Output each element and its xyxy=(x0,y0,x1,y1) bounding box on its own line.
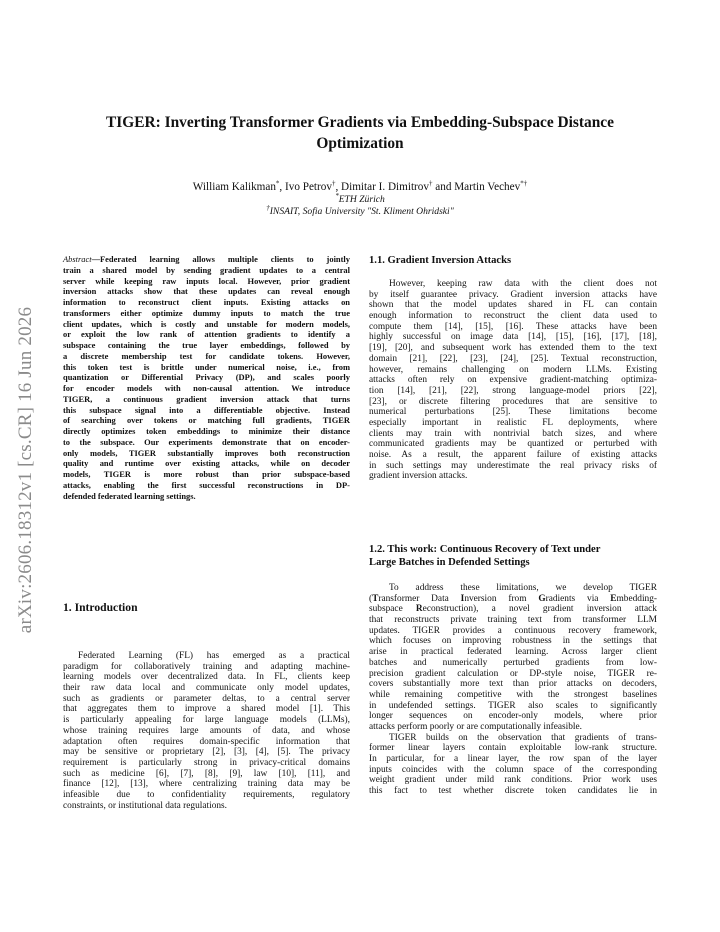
body-line: numerical perturbations [25]. These limitations become xyxy=(369,407,657,418)
body-line: precision gradient calculation or DP-style noise, TIGER re- xyxy=(369,668,657,679)
body-line: while remaining competitive with the strongest baselines xyxy=(369,689,657,700)
abstract-label: Abstract xyxy=(63,254,92,264)
title-line: TIGER: Inverting Transformer Gradients via Embedding-Subspace Distance xyxy=(106,114,614,131)
abstract xyxy=(63,254,350,501)
affiliation-mark: † xyxy=(523,179,528,188)
body-line: batches and numerically perturbed gradients from low- xyxy=(369,657,657,668)
body-line: especially important in realistic FL deployments, where xyxy=(369,417,657,428)
body-line: compute them [14], [15], [16]. These attacks have been xyxy=(369,321,657,332)
body-line: is particularly appealing for large language models (LLMs), xyxy=(63,715,350,726)
arxiv-identifier xyxy=(4,255,48,685)
body-line: To address these limitations, we develop TIGER xyxy=(389,583,657,593)
body-line: noise. As a result, the apparent failure of existing attacks xyxy=(369,450,657,460)
body-line: in such settings may underestimate the real privacy risks of xyxy=(369,460,657,471)
abstract-line: information to reconstruct client inputs. Existing attacks on xyxy=(63,297,350,307)
body-line: subspace Reconstruction), a novel gradient inversion attack xyxy=(369,604,657,615)
affiliation-mark: † xyxy=(266,203,270,212)
body-line: longer sequences on encoder-only models, where prior xyxy=(369,711,657,722)
body-line: this fact to test whether discrete token candidates lie in xyxy=(369,786,657,797)
abstract-line: train a shared model by sending gradient updates to a central xyxy=(63,264,350,275)
abstract-line: models, TIGER is more robust than prior subspace-based xyxy=(63,469,350,479)
body-line: communicated gradients may be quantized or perturbed with xyxy=(369,439,657,450)
abstract-line: this subspace signal into a differentiable objective. Instead xyxy=(63,404,350,415)
abstract-line: or exploit the low rank of attention gradients to identify a xyxy=(63,329,350,340)
title-line: Optimization xyxy=(316,135,404,152)
affiliation-mark: * xyxy=(275,179,280,188)
intro-paragraph xyxy=(63,651,350,811)
abstract-line: quality and runtime over existing attacks, while on decoder xyxy=(63,458,350,469)
body-line: attacks perform poorly or are computationally infeasible. xyxy=(369,721,583,732)
abstract-line: TIGER, a continuous gradient inversion attack that turns xyxy=(63,393,350,404)
body-line: In particular, for a linear layer, the row span of the layer xyxy=(369,754,657,764)
abstract-line: only models, TIGER substantially improves both reconstruction xyxy=(63,447,350,458)
author-name: Martin Vechev xyxy=(454,181,521,193)
subsection-heading-text: 1.2. This work: Continuous Recovery of Text under xyxy=(369,544,601,555)
abstract-line: to the subspace. Our experiments demonstrate that on encoder- xyxy=(63,436,350,447)
this-work-paragraph xyxy=(369,583,657,797)
body-line: learning models over decentralized data. In FL, clients keep xyxy=(63,672,350,683)
body-line: that aggregates them to improve a shared model [1]. This xyxy=(63,704,350,715)
arxiv-identifier-text: arXiv:2606.18312v1 [cs.CR] 16 Jun 2026 xyxy=(15,306,36,634)
abstract-line: quantization or Differential Privacy (DP), and scales poorly xyxy=(63,372,350,383)
author-name: William Kalikman xyxy=(192,181,276,193)
abstract-line: transformers either optimize dummy inputs to match the true xyxy=(63,307,350,318)
subsection-heading-text: 1.1. Gradient Inversion Attacks xyxy=(369,255,512,266)
affiliation xyxy=(80,203,640,218)
affiliation-mark: † xyxy=(331,179,336,188)
affiliation-name: INSAIT, Sofia University "St. Kliment Ohridski" xyxy=(269,206,454,217)
body-line: adaptation often requires domain-specific information that xyxy=(63,736,350,747)
affiliation-name: ETH Zürich xyxy=(338,194,385,205)
separator: and xyxy=(432,181,455,193)
body-line: shown that the model updates shared in FL can contain xyxy=(369,300,657,311)
section-heading-introduction: 1. Introduction xyxy=(63,601,138,614)
abstract-line: this token test is brittle under numerical noise, i.e., from xyxy=(63,361,350,372)
body-line: however, remains challenging on modern LLMs. Existing xyxy=(369,364,657,375)
body-line: (Transformer Data Inversion from Gradients via Embedding- xyxy=(369,593,657,604)
body-line: Federated Learning (FL) has emerged as a practical xyxy=(78,651,350,661)
body-line: [23], or discrete filtering procedures that are sensitive to xyxy=(369,396,657,407)
body-line: TIGER builds on the observation that gradients of trans- xyxy=(389,732,657,743)
gradient-inversion-paragraph xyxy=(369,279,657,482)
affiliation xyxy=(80,191,640,206)
body-line: former linear layers contain exploitable low-rank structure. xyxy=(369,743,657,754)
affiliation-mark: * xyxy=(520,179,524,188)
body-line: in undefended settings. TIGER also scales to significantly xyxy=(369,700,657,711)
abstract-line: Abstract—Federated learning allows multiple clients to jointly xyxy=(63,254,350,264)
author-name: Ivo Petrov xyxy=(285,181,332,193)
body-line: [19], [20], and subsequent work has extended them to the text xyxy=(369,343,657,354)
body-line: weight gradient under mild rank conditions. Prior work uses xyxy=(369,775,657,786)
body-line: requirement is particularly strong in privacy-critical domains xyxy=(63,757,350,768)
abstract-line: a discrete membership test for candidate tokens. However, xyxy=(63,350,350,361)
abstract-line: inversion attacks show that these updates can reveal enough xyxy=(63,286,350,297)
body-line: gradient inversion attacks. xyxy=(369,471,468,482)
subsection-heading-text: Large Batches in Defended Settings xyxy=(369,557,530,569)
affiliation-mark: * xyxy=(335,191,339,200)
body-line: by itself guarantee privacy. Gradient inversion attacks have xyxy=(369,289,657,300)
separator: , xyxy=(279,181,286,193)
body-line: highly successful on image data [14], [15], [16], [17], [18], xyxy=(369,332,657,343)
author-list xyxy=(80,180,640,194)
abstract-line: server while keeping raw inputs local. However, prior gradient xyxy=(63,275,350,286)
body-line: that reconstructs private training text from transformer LLM xyxy=(369,615,657,626)
body-line: enough information to reconstruct the client data used to xyxy=(369,311,657,322)
abstract-line: defended federated learning settings. xyxy=(63,490,196,501)
body-line: tion [14], [21], [22], strong language-model priors [22], xyxy=(369,385,657,396)
body-line: their raw data local and communicate only model updates, xyxy=(63,683,350,694)
abstract-line: directly optimizes token embeddings to minimize their distance xyxy=(63,426,350,436)
abstract-line: client updates, which is costly and unstable for modern models, xyxy=(63,318,350,329)
body-line: inputs coincides with the column space of the corresponding xyxy=(369,764,657,775)
body-line: constraints, or institutional data regulations. xyxy=(63,800,228,811)
abstract-line: attacks, enabling the first successful reconstructions in DP- xyxy=(63,479,350,490)
body-line: updates. TIGER provides a continuous recovery framework, xyxy=(369,625,657,636)
body-line: attacks often rely on expensive gradient-matching optimiza- xyxy=(369,375,657,386)
body-line: finance [12], [13], where centralizing training data may be xyxy=(63,779,350,790)
subsection-heading-this-work xyxy=(369,543,600,570)
abstract-line: subspace containing the true layer embeddings, followed by xyxy=(63,340,350,350)
author-name: Dimitar I. Dimitrov xyxy=(341,181,429,193)
author-block xyxy=(80,180,640,218)
body-line: such as medicine [6], [7], [8], [9], law [10], [11], and xyxy=(63,768,350,779)
body-line: arise in practical federated learning. Across larger client xyxy=(369,647,657,658)
affiliation-mark: † xyxy=(428,179,433,188)
body-line: may be sensitive or proprietary [2], [3], [4], [5]. The privacy xyxy=(63,747,350,758)
body-line: such as gradients or parameter deltas, to a central server xyxy=(63,693,350,704)
separator: , xyxy=(335,181,342,193)
subsection-heading-gradient-inversion xyxy=(369,254,511,267)
abstract-line: of searching over tokens or matching full gradients, TIGER xyxy=(63,415,350,426)
abstract-line: for encoder models with non-causal attention. We introduce xyxy=(63,383,350,393)
body-line: domain [21], [22], [23], [24], [25]. Textual reconstruction, xyxy=(369,353,657,364)
body-line: paradigm for collaboratively training and adapting machine- xyxy=(63,661,350,672)
body-line: infeasible due to confidentiality requirements, regulatory xyxy=(63,789,350,800)
body-line: clients may train with nontrivial batch sizes, and where xyxy=(369,428,657,439)
body-line: covers substantially more text than prior attacks on decoders, xyxy=(369,679,657,690)
body-line: whose training requires large amounts of data, and whose xyxy=(63,725,350,736)
paper-title xyxy=(80,112,640,154)
body-line: However, keeping raw data with the client does not xyxy=(389,279,657,289)
body-line: which focuses on improving robustness in the settings that xyxy=(369,636,657,647)
